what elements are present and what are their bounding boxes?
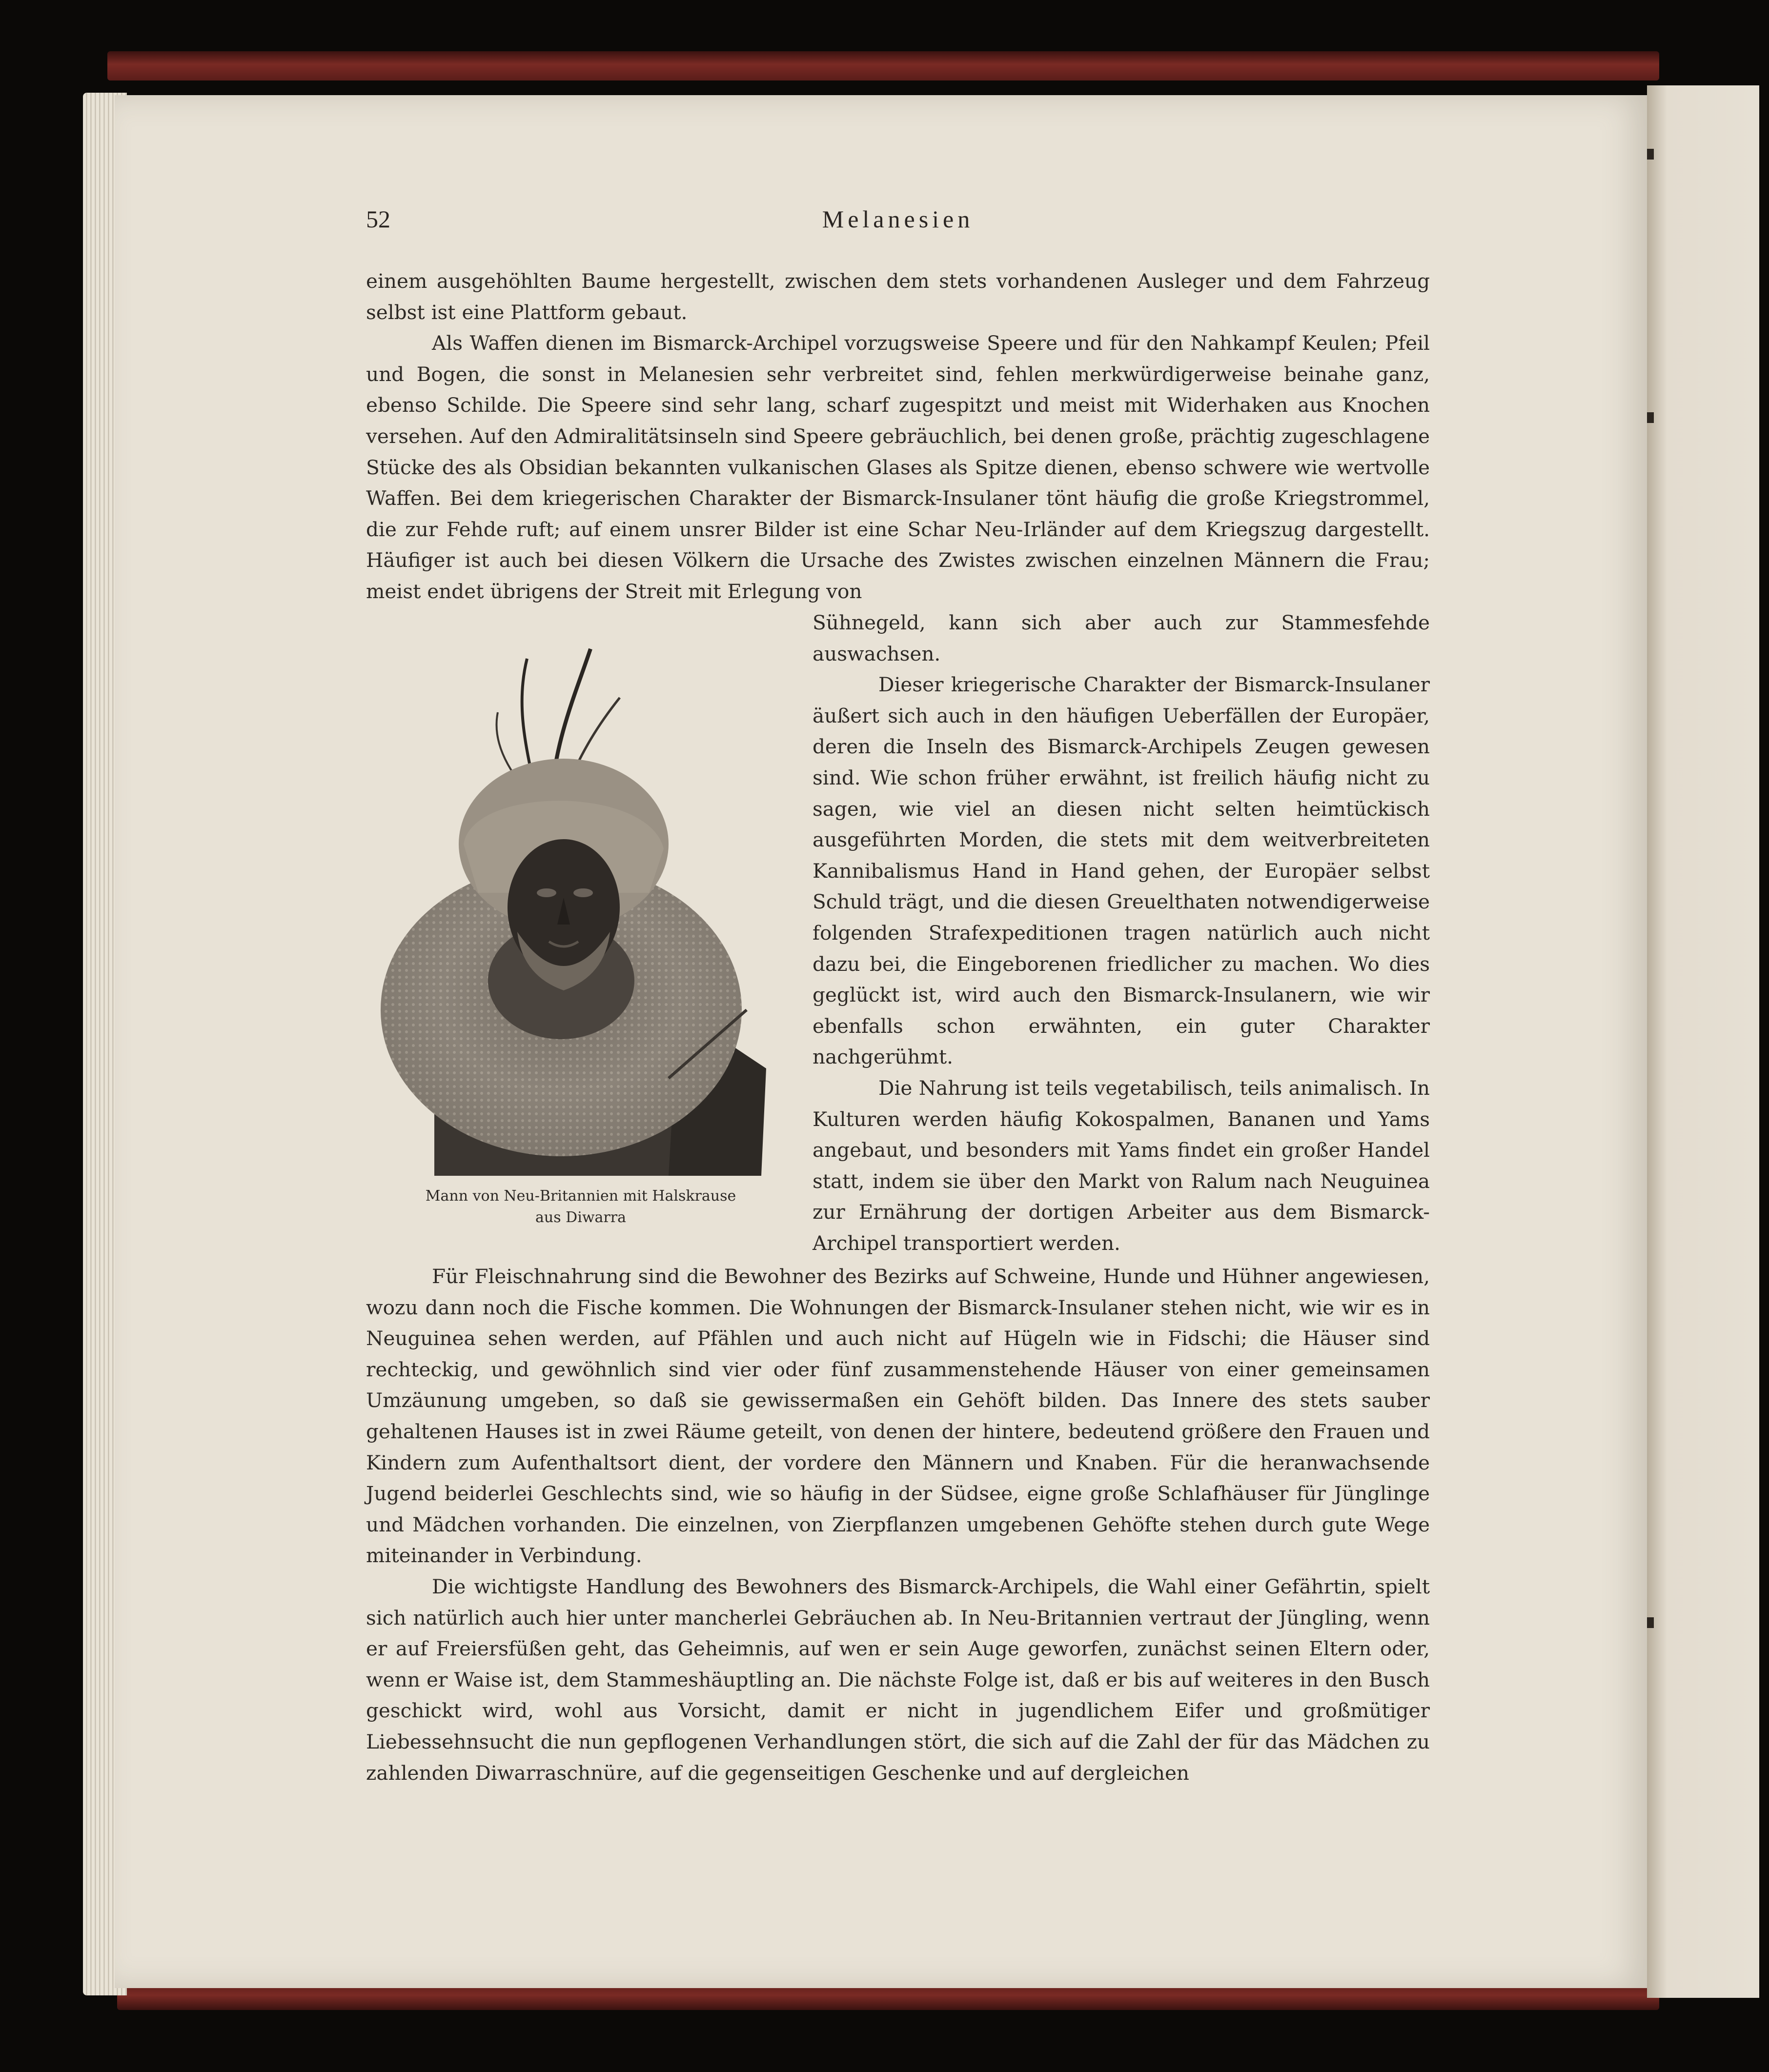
running-title: Melanesien (822, 205, 974, 233)
paragraph: Dieser kriegerische Charakter der Bismarck-Insulaner äußert sich auch in den häufigen Ueberfällen der Europäer, deren die Inseln des Bismarck-Archipels Zeugen gewesen sind. Wie schon früher erwähnt, ist freilich häufig nicht zu sagen, wie viel an diesen nicht selten heimtückisch ausgeführten Morden, die stets mit dem weitverbreiteten Kannibalismus Hand in Hand gehen, der Europäer selbst Schuld trägt, und die diesen Greuelthaten notwendigerweise folgenden Strafexpeditionen tragen natürlich auch nicht dazu bei, die Eingeborenen friedlicher zu machen. Wo dies geglückt ist, wird auch den Bismarck-Insulanern, wie wir ebenfalls schon erwähnten, ein guter Charakter nachgerühmt. (813, 673, 1430, 1069)
page-header (366, 205, 1430, 239)
paragraph: einem ausgehöhlten Baume hergestellt, zwischen dem stets vorhandenen Ausleger und dem Fahrzeug selbst ist eine Plattform gebaut. (366, 269, 1430, 324)
page-mark-icon (1647, 412, 1654, 423)
paragraph: Für Fleischnahrung sind die Bewohner des Bezirks auf Schweine, Hunde und Hühner angewiesen, wozu dann noch die Fische kommen. Die Wohnungen der Bismarck-Insulaner stehen nicht, wie wir es in Neuguinea sehen werden, auf Pfählen und auch nicht auf Hügeln wie in Fidschi; die Häuser sind rechteckig, und gewöhnlich sind vier oder fünf zusammenstehende Häuser von einer gemeinsamen Umzäunung umgeben, so daß sie gewissermaßen ein Gehöft bilden. Das Innere des stets sauber gehaltenen Hauses ist in zwei Räume geteilt, von denen der hintere, bedeutend größere den Frauen und Kindern zum Aufenthaltsort dient, der vordere den Männern und Knaben. Für die heranwachsende Jugend beiderlei Geschlechts sind, wie so häufig in der Südsee, eigne große Schlafhäuser für Jünglinge und Mädchen vorhanden. Die einzelnen, von Zierpflanzen umgebenen Gehöfte stehen durch gute Wege miteinander in Verbindung. (366, 1265, 1430, 1568)
text-block-right (813, 607, 1430, 1259)
paragraph: Als Waffen dienen im Bismarck-Archipel vorzugsweise Speere und für den Nahkampf Keulen; Pfeil und Bogen, die sonst in Melanesien sehr verbreitet sind, fehlen merkwürdigerweise beinahe ganz, ebenso Schilde. Die Speere sind sehr lang, scharf zugespitzt und meist mit Widerhaken aus Knochen versehen. Auf den Admiralitätsinseln sind Speere gebräuchlich, bei denen große, prächtig zugeschlagene Stücke des als Obsidian bekannten vulkanischen Glases als Spitze dienen, ebenso schwere wie wertvolle Waffen. Bei dem kriegerischen Charakter der Bismarck-Insulaner tönt häufig die große Kriegstrommel, die zur Fehde ruft; auf einem unsrer Bilder ist eine Schar Neu-Irländer auf dem Kriegszug dargestellt. Häufiger ist auch bei diesen Völkern die Ursache des Zwistes zwischen einzelnen Männern die Frau; meist endet übrigens der Streit mit Erlegung von (366, 331, 1430, 603)
paragraph: Sühnegeld, kann sich aber auch zur Stammesfehde auswachsen. (813, 611, 1430, 665)
facing-page-edge (1647, 85, 1759, 1998)
figure (366, 639, 795, 1239)
figure-caption (366, 1186, 795, 1228)
page-number: 52 (366, 205, 390, 233)
portrait-illustration (376, 639, 786, 1176)
page-mark-icon (1647, 1617, 1654, 1628)
paragraph: Die wichtigste Handlung des Bewohners des Bismarck-Archipels, die Wahl einer Gefährtin, spielt sich natürlich auch hier unter mancherlei Gebräuchen ab. In Neu-Britannien vertraut der Jüngling, wenn er auf Freiersfüßen geht, das Geheimnis, auf wen er sein Auge geworfen, zunächst seinen Eltern oder, wenn er Waise ist, dem Stammeshäuptling an. Die nächste Folge ist, daß er bis auf weiteres in den Busch geschickt wird, wohl aus Vorsicht, damit er nicht in jugendlichem Eifer und großmütiger Liebessehnsucht die nun gepflogenen Verhandlungen stört, die sich auf die Zahl der für das Mädchen zu zahlenden Diwarraschnüre, auf die gegenseitigen Geschenke und auf dergleichen (366, 1574, 1430, 1785)
text-block-top (366, 266, 1430, 607)
page-mark-icon (1647, 149, 1654, 160)
caption-line: Mann von Neu-Britannien mit Halskrause (425, 1187, 736, 1205)
text-block-bottom (366, 1261, 1430, 1789)
caption-line: aus Diwarra (535, 1209, 626, 1226)
paragraph: Die Nahrung ist teils vegetabilisch, teils animalisch. In Kulturen werden häufig Kokospalmen, Bananen und Yams angebaut, und besonders mit Yams findet ein großer Handel statt, indem sie über den Markt von Ralum nach Neuguinea zur Ernährung der dortigen Arbeiter aus dem Bismarck-Archipel transportiert werden. (813, 1076, 1430, 1255)
book-cover-top-edge (107, 51, 1659, 80)
